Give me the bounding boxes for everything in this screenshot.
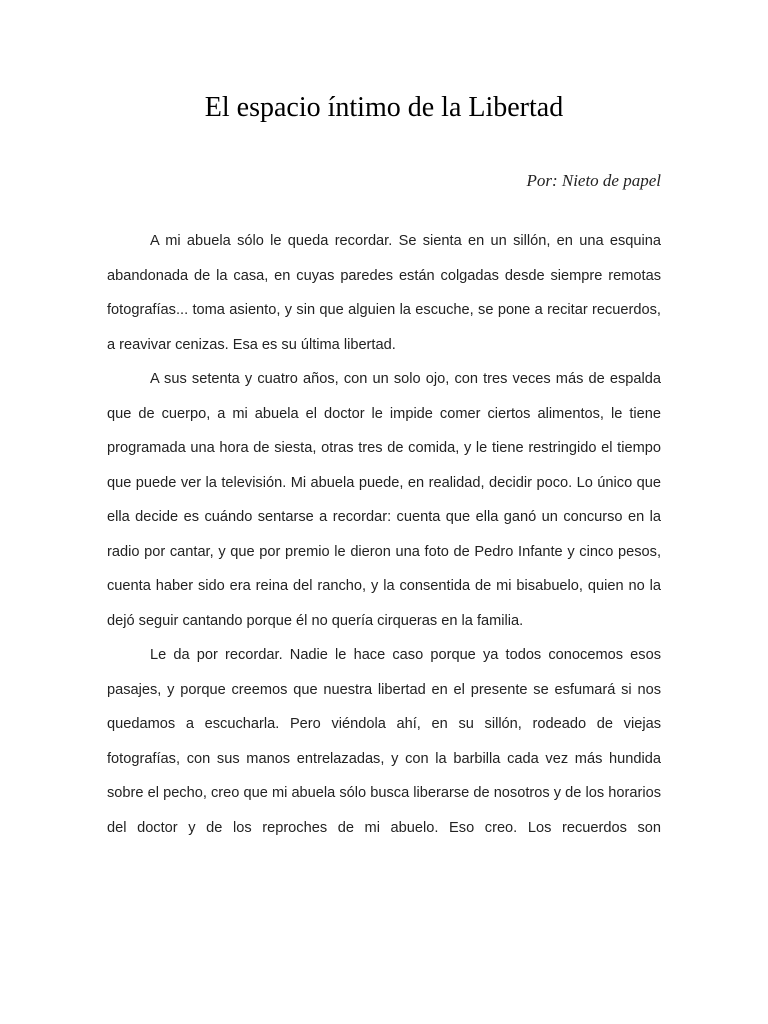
paragraph-2: A sus setenta y cuatro años, con un solo ojo, con tres veces más de espalda que de cuerpo, a mi abuela el doctor le impide comer ciertos alimentos, le tiene programada una hora de siesta, otras tres de comida, y le tiene restringido el tiempo que puede ver la televisión. Mi abuela puede, en realidad, decidir poco. Lo único que ella decide es cuándo sentarse a recordar: cuenta que ella ganó un concurso en la radio por cantar, y que por premio le dieron una foto de Pedro Infante y cinco pesos, cuenta haber sido era reina del rancho, y la consentida de mi bisabuelo, quien no la dejó seguir cantando porque él no quería cirqueras en la familia. [107,371,661,629]
paragraph-3: Le da por recordar. Nadie le hace caso porque ya todos conocemos esos pasajes, y porque creemos que nuestra libertad en el presente se esfumará si nos quedamos a escucharla. Pero viéndola ahí, en su sillón, rodeado de viejas fotografías, con sus manos entrelazadas, y con la barbilla cada vez más hundida sobre el pecho, creo que mi abuela sólo busca liberarse de nosotros y de los horarios del doctor y de los reproches de mi abuelo. Eso creo. Los recuerdos son [107,647,661,836]
document-title: El espacio íntimo de la Libertad [204,92,564,123]
author-byline: Por: Nieto de papel [526,171,661,190]
document-body [107,224,661,845]
paragraph-1: A mi abuela sólo le queda recordar. Se sienta en un sillón, en una esquina abandonada de la casa, en cuyas paredes están colgadas desde siempre remotas fotografías... toma asiento, y sin que alguien la escuche, se pone a recitar recuerdos, a reavivar cenizas. Esa es su última libertad. [107,233,661,353]
